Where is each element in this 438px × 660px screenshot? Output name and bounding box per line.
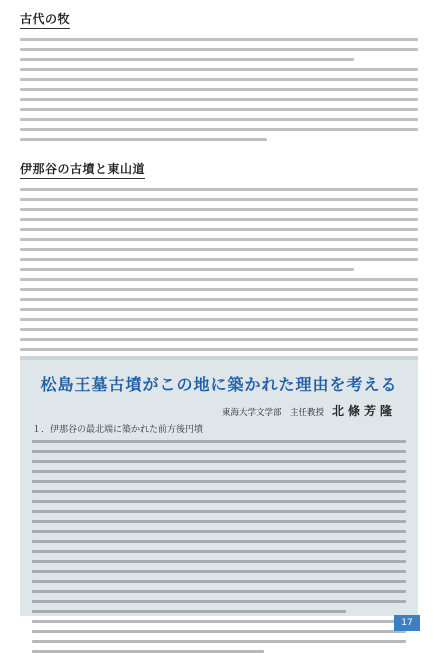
paragraph-ancient-pasture (20, 38, 418, 148)
author-affiliation: 東海大学文学部 主任教授 (221, 408, 324, 418)
feature-box-subtitle: １．伊那谷の最北端に築かれた前方後円墳 (32, 425, 204, 435)
section-title-kofun-tosando: 伊那谷の古墳と東山道 (20, 160, 145, 179)
feature-box-title: 松島王墓古墳がこの地に築かれた理由を考える (40, 375, 398, 394)
page-number: 17 (394, 615, 420, 631)
feature-box (20, 356, 418, 616)
section-title-ancient-pasture: 古代の牧 (20, 10, 70, 29)
feature-box-paragraph (32, 440, 406, 660)
author-line (222, 402, 396, 419)
author-name: 北條芳隆 (331, 404, 396, 418)
